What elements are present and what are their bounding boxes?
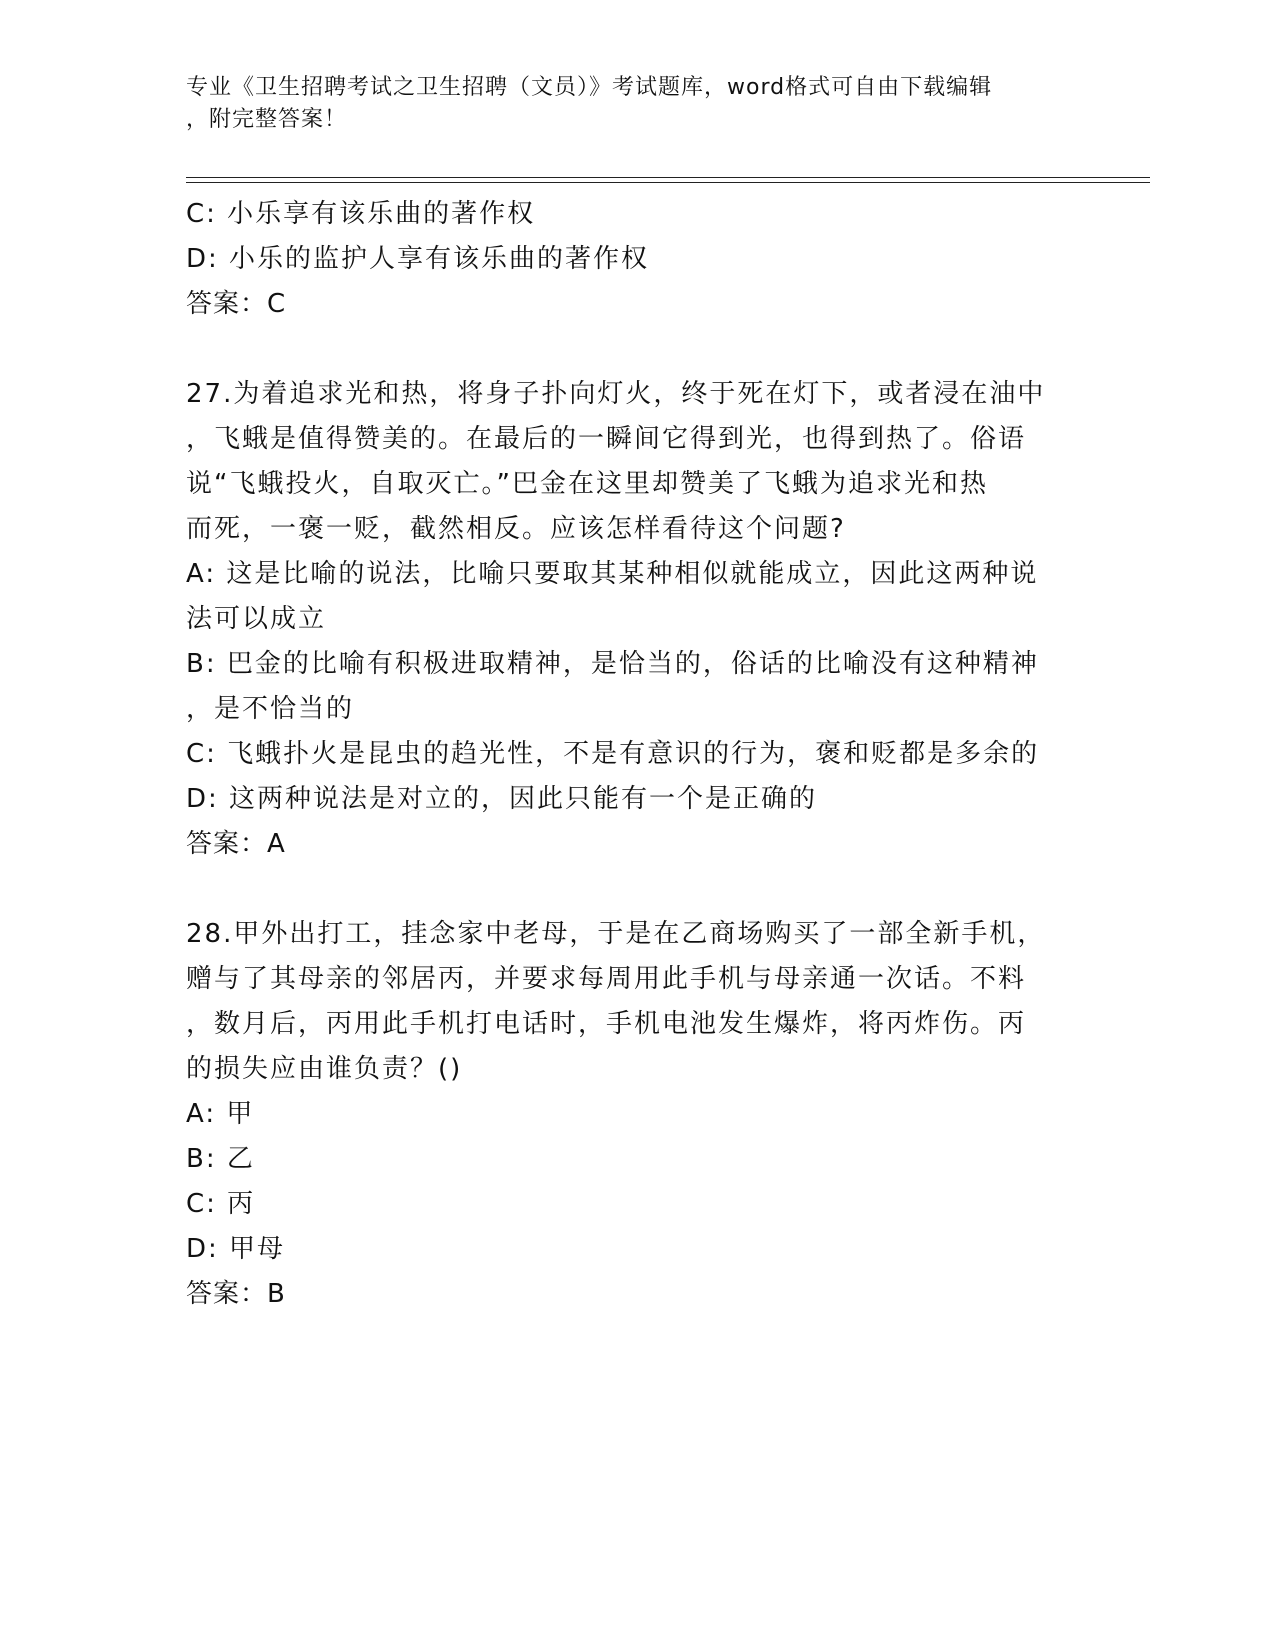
spacer — [186, 327, 1086, 372]
option-a: A: 这是比喻的说法，比喻只要取其某种相似就能成立，因此这两种说 — [186, 559, 1039, 589]
option-b: B: 巴金的比喻有积极进取精神，是恰当的，俗话的比喻没有这种精神 — [186, 649, 1039, 679]
answer-line: 答案：C — [186, 289, 287, 319]
option-c: C: 小乐享有该乐曲的著作权 — [186, 199, 536, 229]
question-stem-line: 说“飞蛾投火，自取灭亡。”巴金在这里却赞美了飞蛾为追求光和热 — [186, 469, 988, 499]
question-stem-line: ，飞蛾是值得赞美的。在最后的一瞬间它得到光，也得到热了。俗语 — [186, 424, 1027, 454]
question-stem-line: 28.甲外出打工，挂念家中老母，于是在乙商场购买了一部全新手机， — [186, 919, 1046, 949]
option-a: A: 甲 — [186, 1099, 255, 1129]
header-line: ，附完整答案！ — [186, 107, 348, 132]
option-d: D: 这两种说法是对立的，因此只能有一个是正确的 — [186, 784, 818, 814]
option-d: D: 甲母 — [186, 1234, 286, 1264]
question-27 — [186, 372, 1086, 867]
question-stem-line: 的损失应由谁负责？() — [186, 1054, 463, 1084]
option-b: B: 乙 — [186, 1144, 255, 1174]
question-stem-line: ，数月后，丙用此手机打电话时，手机电池发生爆炸，将丙炸伤。丙 — [186, 1009, 1027, 1039]
option-c: C: 丙 — [186, 1189, 256, 1219]
question-28 — [186, 912, 1086, 1317]
spacer — [186, 867, 1086, 912]
header-divider — [186, 182, 1150, 183]
option-c: C: 飞蛾扑火是昆虫的趋光性，不是有意识的行为，褒和贬都是多余的 — [186, 739, 1040, 769]
option-a-continued: 法可以成立 — [186, 604, 327, 634]
document-header — [186, 72, 1066, 136]
option-b-continued: ，是不恰当的 — [186, 694, 355, 724]
answer-line: 答案：A — [186, 829, 286, 859]
question-26-tail — [186, 192, 1086, 327]
answer-line: 答案：B — [186, 1279, 286, 1309]
question-stem-line: 而死，一褒一贬，截然相反。应该怎样看待这个问题? — [186, 514, 846, 544]
question-stem-line: 赠与了其母亲的邻居丙，并要求每周用此手机与母亲通一次话。不料 — [186, 964, 1027, 994]
question-content — [186, 192, 1086, 1317]
question-stem-line: 27.为着追求光和热，将身子扑向灯火，终于死在灯下，或者浸在油中 — [186, 379, 1046, 409]
header-line: 专业《卫生招聘考试之卫生招聘（文员）》考试题库，word格式可自由下载编辑 — [186, 75, 993, 100]
header-divider — [186, 177, 1150, 178]
option-d: D: 小乐的监护人享有该乐曲的著作权 — [186, 244, 650, 274]
